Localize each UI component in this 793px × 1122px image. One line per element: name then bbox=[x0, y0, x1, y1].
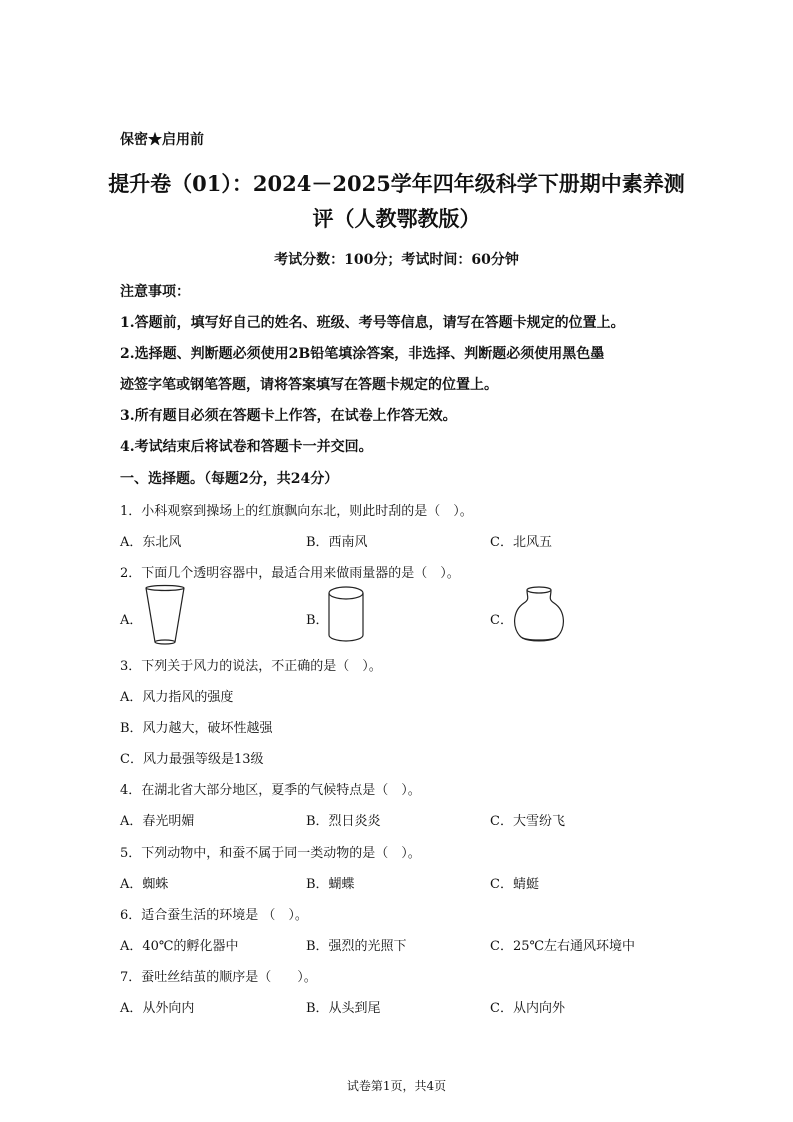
question-7-stem: 7．蚕吐丝结茧的顺序是（ ）。 bbox=[120, 970, 317, 985]
question-4-option-a[interactable]: A．春光明媚 bbox=[120, 814, 195, 829]
question-2-option-a[interactable]: A． bbox=[120, 613, 143, 628]
question-7-option-a[interactable]: A．从外向内 bbox=[120, 1001, 195, 1016]
question-3-option-a[interactable]: A．风力指风的强度 bbox=[120, 690, 234, 705]
exam-title-line2: 评（人教鄂教版） bbox=[312, 206, 481, 231]
question-2-stem: 2．下面几个透明容器中，最适合用来做雨量器的是（ ）。 bbox=[120, 566, 460, 581]
notice-item-2-line2: 迹签字笔或钢笔答题，请将答案填写在答题卡规定的位置上。 bbox=[120, 377, 498, 393]
question-6-option-b[interactable]: B．强烈的光照下 bbox=[306, 939, 407, 954]
cylinder-container-icon bbox=[326, 585, 366, 645]
notice-heading: 注意事项： bbox=[120, 284, 190, 300]
question-5-option-a[interactable]: A．蜘蛛 bbox=[120, 877, 169, 892]
question-1-option-b[interactable]: B．西南风 bbox=[306, 535, 368, 550]
question-4-option-c[interactable]: C．大雪纷飞 bbox=[490, 814, 565, 829]
section-heading: 一、选择题。（每题2分，共24分） bbox=[120, 471, 339, 487]
question-1-option-a[interactable]: A．东北风 bbox=[120, 535, 182, 550]
question-1-option-c[interactable]: C．北风五 bbox=[490, 535, 552, 550]
notice-item-4: 4.考试结束后将试卷和答题卡一并交回。 bbox=[120, 439, 373, 455]
exam-meta: 考试分数：100分；考试时间：60分钟 bbox=[274, 252, 519, 268]
question-4-stem: 4．在湖北省大部分地区，夏季的气候特点是（ ）。 bbox=[120, 783, 421, 798]
question-7-option-b[interactable]: B．从头到尾 bbox=[306, 1001, 381, 1016]
notice-item-1: 1.答题前，填写好自己的姓名、班级、考号等信息，请写在答题卡规定的位置上。 bbox=[120, 315, 625, 331]
notice-item-2-line1: 2.选择题、判断题必须使用2B铅笔填涂答案，非选择、判断题必须使用黑色墨 bbox=[120, 346, 605, 362]
question-5-option-b[interactable]: B．蝴蝶 bbox=[306, 877, 355, 892]
question-6-option-a[interactable]: A．40℃的孵化器中 bbox=[120, 939, 239, 954]
confidential-label: 保密★启用前 bbox=[120, 132, 204, 148]
question-3-option-c[interactable]: C．风力最强等级是13级 bbox=[120, 752, 264, 767]
tapered-glass-icon bbox=[143, 584, 187, 646]
question-1-stem: 1．小科观察到操场上的红旗飘向东北，则此时刮的是（ ）。 bbox=[120, 504, 473, 519]
question-3-option-b[interactable]: B．风力越大，破坏性越强 bbox=[120, 721, 273, 736]
question-6-option-c[interactable]: C．25℃左右通风环境中 bbox=[490, 939, 636, 954]
question-6-stem: 6．适合蚕生活的环境是 （ ）。 bbox=[120, 908, 308, 923]
question-5-option-c[interactable]: C．蜻蜓 bbox=[490, 877, 539, 892]
question-4-option-b[interactable]: B．烈日炎炎 bbox=[306, 814, 381, 829]
question-2-option-b[interactable]: B． bbox=[306, 613, 329, 628]
question-7-option-c[interactable]: C．从内向外 bbox=[490, 1001, 565, 1016]
question-2-option-c[interactable]: C． bbox=[490, 613, 513, 628]
exam-title-line1: 提升卷（01）：2024－2025学年四年级科学下册期中素养测 bbox=[108, 171, 685, 196]
question-5-stem: 5．下列动物中，和蚕不属于同一类动物的是（ ）。 bbox=[120, 846, 421, 861]
page-footer: 试卷第1页，共4页 bbox=[346, 1079, 447, 1093]
notice-item-3: 3.所有题目必须在答题卡上作答，在试卷上作答无效。 bbox=[120, 408, 457, 424]
question-3-stem: 3．下列关于风力的说法，不正确的是（ ）。 bbox=[120, 659, 382, 674]
vase-jar-icon bbox=[510, 585, 568, 643]
